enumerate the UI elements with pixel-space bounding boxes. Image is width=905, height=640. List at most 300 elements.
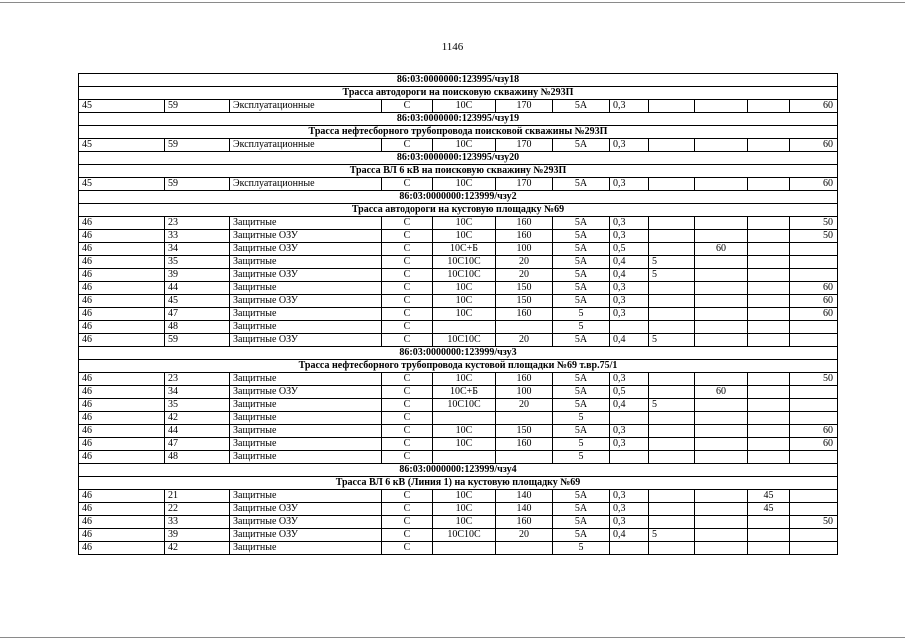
- table-cell: 45: [748, 503, 790, 516]
- table-cell: С: [382, 269, 433, 282]
- scan-edge-bottom: [0, 637, 905, 638]
- table-cell: 5: [649, 529, 695, 542]
- table-cell: 46: [79, 438, 165, 451]
- table-cell: Защитные: [230, 412, 382, 425]
- table-cell: Защитные: [230, 542, 382, 555]
- table-cell: С: [382, 542, 433, 555]
- table-cell: 46: [79, 412, 165, 425]
- table-cell: 48: [165, 451, 230, 464]
- table-cell: С: [382, 295, 433, 308]
- table-cell: [649, 139, 695, 152]
- table-cell: 5А: [553, 529, 610, 542]
- table-cell: 5А: [553, 282, 610, 295]
- table-cell: Эксплуатационные: [230, 100, 382, 113]
- table-row: [79, 334, 838, 347]
- table-cell: [610, 542, 649, 555]
- table-cell: 35: [165, 399, 230, 412]
- section-title: Трасса нефтесборного трубопровода кустовой площадки №69 т.вр.75/1: [79, 360, 838, 373]
- table-cell: 0,3: [610, 295, 649, 308]
- table-cell: 0,4: [610, 334, 649, 347]
- table-cell: 0,3: [610, 490, 649, 503]
- table-cell: С: [382, 373, 433, 386]
- table-cell: 60: [790, 282, 838, 295]
- table-cell: 5А: [553, 230, 610, 243]
- table-cell: 140: [496, 503, 553, 516]
- table-cell: [649, 438, 695, 451]
- table-cell: Защитные: [230, 308, 382, 321]
- table-cell: [649, 490, 695, 503]
- table-cell: 46: [79, 451, 165, 464]
- table-cell: [790, 542, 838, 555]
- table-cell: 170: [496, 139, 553, 152]
- table-cell: 5: [649, 269, 695, 282]
- table-cell: 0,3: [610, 230, 649, 243]
- table-cell: С: [382, 139, 433, 152]
- table-row: [79, 438, 838, 451]
- table-cell: [695, 373, 748, 386]
- table-cell: 170: [496, 100, 553, 113]
- table-cell: 5А: [553, 295, 610, 308]
- table-cell: 59: [165, 334, 230, 347]
- section-title-row: [79, 126, 838, 139]
- table-cell: [610, 321, 649, 334]
- table-cell: 59: [165, 139, 230, 152]
- table-cell: [649, 373, 695, 386]
- table-cell: 10С: [433, 178, 496, 191]
- table-cell: 5: [649, 399, 695, 412]
- table-cell: [790, 269, 838, 282]
- table-cell: [695, 516, 748, 529]
- table-row: [79, 230, 838, 243]
- section-code: 86:03:0000000:123995/чзу19: [79, 113, 838, 126]
- table-cell: 46: [79, 334, 165, 347]
- table-cell: [649, 308, 695, 321]
- table-cell: С: [382, 256, 433, 269]
- table-row: [79, 490, 838, 503]
- table-cell: 10С10С: [433, 334, 496, 347]
- table-row: [79, 542, 838, 555]
- table-cell: 39: [165, 269, 230, 282]
- table-cell: 20: [496, 256, 553, 269]
- table-cell: 0,3: [610, 100, 649, 113]
- table-cell: [790, 256, 838, 269]
- table-cell: 33: [165, 516, 230, 529]
- table-cell: 160: [496, 230, 553, 243]
- table-cell: 46: [79, 425, 165, 438]
- table-row: [79, 321, 838, 334]
- table-cell: 5: [553, 321, 610, 334]
- table-cell: С: [382, 399, 433, 412]
- table-cell: 10С: [433, 295, 496, 308]
- page-number: 1146: [441, 41, 464, 53]
- table-cell: [695, 412, 748, 425]
- table-cell: 45: [79, 139, 165, 152]
- table-cell: [748, 139, 790, 152]
- table-cell: 34: [165, 386, 230, 399]
- table-cell: 60: [790, 100, 838, 113]
- section-code-row: [79, 191, 838, 204]
- table-cell: [748, 542, 790, 555]
- table-cell: [695, 295, 748, 308]
- table-cell: 46: [79, 308, 165, 321]
- table-cell: Защитные: [230, 399, 382, 412]
- section-title: Трасса автодороги на поисковую скважину №293П: [79, 87, 838, 100]
- table-cell: 10С: [433, 503, 496, 516]
- section-code: 86:03:0000000:123995/чзу18: [79, 74, 838, 87]
- table-cell: Эксплуатационные: [230, 178, 382, 191]
- table-cell: [496, 321, 553, 334]
- table-cell: [748, 295, 790, 308]
- table-row: [79, 425, 838, 438]
- table-cell: 0,3: [610, 178, 649, 191]
- table-cell: 60: [695, 386, 748, 399]
- table-cell: [433, 542, 496, 555]
- table-cell: 48: [165, 321, 230, 334]
- section-title-row: [79, 204, 838, 217]
- table-cell: 100: [496, 243, 553, 256]
- table-cell: [748, 334, 790, 347]
- table-cell: [748, 399, 790, 412]
- table-cell: С: [382, 178, 433, 191]
- table-cell: [748, 412, 790, 425]
- table-cell: С: [382, 282, 433, 295]
- table-cell: 46: [79, 373, 165, 386]
- table-row: [79, 282, 838, 295]
- table-cell: 20: [496, 399, 553, 412]
- table-cell: 0,4: [610, 529, 649, 542]
- table-cell: [695, 451, 748, 464]
- table-cell: 0,3: [610, 373, 649, 386]
- table-cell: 150: [496, 295, 553, 308]
- table-cell: 150: [496, 282, 553, 295]
- table-cell: [695, 399, 748, 412]
- table-cell: 46: [79, 490, 165, 503]
- table-row: [79, 399, 838, 412]
- table-cell: 100: [496, 386, 553, 399]
- table-cell: [649, 425, 695, 438]
- table-cell: Защитные: [230, 217, 382, 230]
- table-row: [79, 412, 838, 425]
- table-cell: 0,4: [610, 269, 649, 282]
- table-cell: 10С10С: [433, 269, 496, 282]
- table-cell: 5А: [553, 139, 610, 152]
- table-cell: 0,3: [610, 516, 649, 529]
- table-cell: 46: [79, 256, 165, 269]
- table-row: [79, 503, 838, 516]
- table-cell: 10С: [433, 217, 496, 230]
- section-title-row: [79, 165, 838, 178]
- table-cell: 46: [79, 282, 165, 295]
- section-code-row: [79, 152, 838, 165]
- table-cell: [790, 243, 838, 256]
- section-title-row: [79, 87, 838, 100]
- table-cell: С: [382, 503, 433, 516]
- table-cell: [748, 308, 790, 321]
- table-cell: [610, 412, 649, 425]
- table-cell: 10С: [433, 100, 496, 113]
- section-code: 86:03:0000000:123999/чзу2: [79, 191, 838, 204]
- table-cell: [748, 282, 790, 295]
- table-cell: 5А: [553, 178, 610, 191]
- table-cell: 5А: [553, 399, 610, 412]
- table-cell: 10С: [433, 139, 496, 152]
- table-cell: 160: [496, 516, 553, 529]
- table-cell: [695, 321, 748, 334]
- table-cell: С: [382, 425, 433, 438]
- table-cell: С: [382, 386, 433, 399]
- table-cell: 10С10С: [433, 399, 496, 412]
- table-cell: 46: [79, 516, 165, 529]
- table-cell: 5А: [553, 269, 610, 282]
- table-cell: 20: [496, 529, 553, 542]
- table-cell: Защитные ОЗУ: [230, 529, 382, 542]
- table-cell: 60: [790, 308, 838, 321]
- table-cell: 45: [79, 100, 165, 113]
- table-cell: 46: [79, 230, 165, 243]
- table-cell: 60: [790, 178, 838, 191]
- table-cell: [649, 178, 695, 191]
- table-cell: 5А: [553, 217, 610, 230]
- table-cell: 21: [165, 490, 230, 503]
- table-cell: Защитные: [230, 438, 382, 451]
- table-cell: С: [382, 516, 433, 529]
- table-row: [79, 386, 838, 399]
- table-cell: [790, 399, 838, 412]
- table-cell: 33: [165, 230, 230, 243]
- table-cell: С: [382, 438, 433, 451]
- table-cell: [748, 269, 790, 282]
- table-cell: 47: [165, 438, 230, 451]
- table-cell: [433, 321, 496, 334]
- table-cell: [649, 503, 695, 516]
- table-cell: 47: [165, 308, 230, 321]
- table-cell: 10С: [433, 282, 496, 295]
- table-cell: 10С: [433, 230, 496, 243]
- table-cell: С: [382, 217, 433, 230]
- table-cell: [496, 412, 553, 425]
- table-cell: 0,3: [610, 282, 649, 295]
- table-cell: [748, 321, 790, 334]
- table-cell: 46: [79, 217, 165, 230]
- table-cell: [649, 295, 695, 308]
- section-code-row: [79, 74, 838, 87]
- table-cell: 50: [790, 373, 838, 386]
- table-cell: 5А: [553, 503, 610, 516]
- table-cell: 59: [165, 178, 230, 191]
- forest-plot-table: [78, 73, 838, 555]
- table-cell: 5: [649, 334, 695, 347]
- table-cell: 0,4: [610, 399, 649, 412]
- table-row: [79, 217, 838, 230]
- table-cell: С: [382, 230, 433, 243]
- table-cell: Защитные: [230, 425, 382, 438]
- table-cell: [748, 425, 790, 438]
- table-cell: [649, 100, 695, 113]
- table-cell: [748, 256, 790, 269]
- table-cell: 0,3: [610, 438, 649, 451]
- section-code: 86:03:0000000:123999/чзу3: [79, 347, 838, 360]
- table-cell: [695, 100, 748, 113]
- table-cell: 5А: [553, 490, 610, 503]
- table-cell: 46: [79, 321, 165, 334]
- table-cell: Защитные: [230, 282, 382, 295]
- table-cell: [649, 516, 695, 529]
- table-cell: [695, 529, 748, 542]
- table-cell: [496, 451, 553, 464]
- table-row: [79, 243, 838, 256]
- table-cell: [433, 412, 496, 425]
- table-cell: [649, 282, 695, 295]
- table-cell: 23: [165, 217, 230, 230]
- table-cell: Защитные ОЗУ: [230, 503, 382, 516]
- table-cell: [649, 451, 695, 464]
- table-cell: С: [382, 308, 433, 321]
- table-cell: 160: [496, 217, 553, 230]
- section-code: 86:03:0000000:123995/чзу20: [79, 152, 838, 165]
- table-row: [79, 516, 838, 529]
- table-cell: 10С: [433, 425, 496, 438]
- table-cell: [695, 282, 748, 295]
- table-cell: 10С+Б: [433, 243, 496, 256]
- table-cell: Защитные: [230, 451, 382, 464]
- table-cell: 60: [790, 139, 838, 152]
- table-cell: 5: [553, 308, 610, 321]
- table-cell: 34: [165, 243, 230, 256]
- table-cell: 46: [79, 503, 165, 516]
- table-cell: 0,3: [610, 503, 649, 516]
- table-cell: [748, 230, 790, 243]
- table-cell: [433, 451, 496, 464]
- table-cell: С: [382, 100, 433, 113]
- table-row: [79, 308, 838, 321]
- table-cell: 5А: [553, 373, 610, 386]
- table-cell: 46: [79, 542, 165, 555]
- table-cell: 42: [165, 542, 230, 555]
- table-cell: 35: [165, 256, 230, 269]
- table-cell: 59: [165, 100, 230, 113]
- table-cell: [649, 217, 695, 230]
- table-cell: 150: [496, 425, 553, 438]
- table-cell: Защитные ОЗУ: [230, 386, 382, 399]
- table-cell: Защитные: [230, 321, 382, 334]
- table-cell: [748, 217, 790, 230]
- table-cell: 46: [79, 243, 165, 256]
- table-cell: [695, 230, 748, 243]
- table-cell: С: [382, 490, 433, 503]
- table-cell: [649, 243, 695, 256]
- table-cell: 10С: [433, 490, 496, 503]
- table-cell: 160: [496, 308, 553, 321]
- table-cell: [610, 451, 649, 464]
- table-cell: Защитные ОЗУ: [230, 295, 382, 308]
- table-cell: 20: [496, 334, 553, 347]
- table-cell: 44: [165, 282, 230, 295]
- table-row: [79, 373, 838, 386]
- table-row: [79, 295, 838, 308]
- table-row: [79, 529, 838, 542]
- section-title-row: [79, 477, 838, 490]
- table-cell: Защитные ОЗУ: [230, 230, 382, 243]
- section-title: Трасса нефтесборного трубопровода поисковой скважины №293П: [79, 126, 838, 139]
- table-cell: Защитные: [230, 373, 382, 386]
- table-cell: 0,3: [610, 425, 649, 438]
- table-row: [79, 100, 838, 113]
- section-title: Трасса ВЛ 6 кВ на поисковую скважину №293П: [79, 165, 838, 178]
- table-cell: [695, 178, 748, 191]
- table-cell: 46: [79, 295, 165, 308]
- table-cell: 50: [790, 516, 838, 529]
- table-cell: [695, 217, 748, 230]
- table-cell: 60: [790, 295, 838, 308]
- table-cell: [649, 230, 695, 243]
- table-cell: 50: [790, 217, 838, 230]
- table-cell: [790, 451, 838, 464]
- table-cell: 20: [496, 269, 553, 282]
- table-cell: [790, 490, 838, 503]
- scan-edge-top: [0, 2, 905, 3]
- table-cell: [748, 178, 790, 191]
- table-cell: [695, 438, 748, 451]
- table-cell: [790, 334, 838, 347]
- table-cell: [748, 516, 790, 529]
- table-cell: [748, 438, 790, 451]
- table-cell: 5А: [553, 256, 610, 269]
- table-cell: 10С10С: [433, 529, 496, 542]
- table-cell: [649, 321, 695, 334]
- table-cell: Защитные ОЗУ: [230, 243, 382, 256]
- table-cell: 0,5: [610, 243, 649, 256]
- table-cell: 60: [790, 438, 838, 451]
- table-cell: Защитные ОЗУ: [230, 269, 382, 282]
- table-cell: [695, 334, 748, 347]
- table-cell: 0,3: [610, 139, 649, 152]
- table-cell: 5А: [553, 243, 610, 256]
- table-cell: 0,3: [610, 217, 649, 230]
- table-cell: [748, 386, 790, 399]
- table-cell: [649, 386, 695, 399]
- table-cell: [790, 412, 838, 425]
- section-title-row: [79, 360, 838, 373]
- table-cell: 5: [553, 451, 610, 464]
- table-cell: С: [382, 412, 433, 425]
- table-cell: [748, 100, 790, 113]
- table-cell: [790, 529, 838, 542]
- table-cell: 45: [748, 490, 790, 503]
- table-cell: 140: [496, 490, 553, 503]
- table-cell: 5: [553, 438, 610, 451]
- section-code-row: [79, 347, 838, 360]
- table-cell: [790, 503, 838, 516]
- table-cell: [695, 542, 748, 555]
- table-cell: [748, 451, 790, 464]
- table-cell: С: [382, 321, 433, 334]
- table-cell: С: [382, 451, 433, 464]
- section-code-row: [79, 113, 838, 126]
- section-code: 86:03:0000000:123999/чзу4: [79, 464, 838, 477]
- table-cell: 5: [553, 542, 610, 555]
- section-title: Трасса автодороги на кустовую площадку №69: [79, 204, 838, 217]
- table-cell: 45: [79, 178, 165, 191]
- table-cell: 39: [165, 529, 230, 542]
- table-cell: [695, 308, 748, 321]
- table-cell: Эксплуатационные: [230, 139, 382, 152]
- table-cell: 42: [165, 412, 230, 425]
- table-row: [79, 256, 838, 269]
- table-cell: 10С: [433, 438, 496, 451]
- table-cell: 0,5: [610, 386, 649, 399]
- table-cell: [695, 256, 748, 269]
- table-cell: [790, 386, 838, 399]
